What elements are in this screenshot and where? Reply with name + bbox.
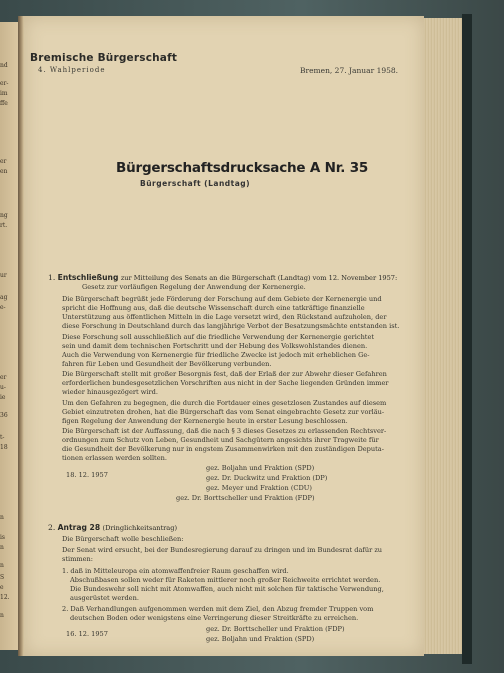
prev-page-fragment: 36 xyxy=(0,412,8,419)
section-1-line: Die Bürgerschaft stellt mit großer Besorgnis fest, daß der Erlaß der zur Abwehr dieser Gefahren xyxy=(62,370,387,378)
section-2-line: deutschen Boden oder wenigstens eine Verringerung dieser Streitkräfte zu erreichen. xyxy=(70,614,359,622)
section-1-heading xyxy=(48,273,397,282)
section-1-line: Gesetz zur vorläufigen Regelung der Anwendung der Kernenergie. xyxy=(82,283,306,291)
section-2-heading-rest: (Dringlichkeitsantrag) xyxy=(102,524,178,532)
prev-page-fragment: u- xyxy=(0,384,6,391)
section-1-title: Entschließung xyxy=(57,273,119,282)
section-1-line: Um den Gefahren zu begegnen, die durch die Fortdauer eines gesetzlosen Zustandes auf diesem xyxy=(62,399,387,407)
section-1-heading-rest: zur Mitteilung des Senats an die Bürgerschaft (Landtag) vom 12. November 1957: xyxy=(120,274,398,282)
section-1-line: Die Bürgerschaft begrüßt jede Förderung der Forschung auf dem Gebiete der Kernenergie und xyxy=(62,295,382,303)
prev-page-fragment: e- xyxy=(0,304,6,311)
signature-line: gez. Meyer und Fraktion (CDU) xyxy=(206,484,312,492)
organization-name: Bremische Bürgerschaft xyxy=(30,52,178,64)
section-2-line: 2. Daß Verhandlungen aufgenommen werden mit dem Ziel, den Abzug fremder Truppen vom xyxy=(62,605,374,613)
prev-page-fragment: S xyxy=(0,574,5,581)
section-1-line: Gebiet einzutreten drohen, hat die Bürgerschaft das vom Senat eingebrachte Gesetz zur vorläu- xyxy=(62,408,385,416)
prev-page-fragment: n xyxy=(0,612,4,619)
section-1-line: Diese Forschung soll ausschließlich auf die friedliche Verwendung der Kernenergie gerichtet xyxy=(62,333,375,341)
section-2-line: Abschußbasen sollen weder für Raketen mittlerer noch großer Reichweite errichtet werden. xyxy=(70,576,381,584)
section-2-number: 2. xyxy=(48,523,56,532)
signature-line: gez. Boljahn und Fraktion (SPD) xyxy=(206,464,315,472)
page-stack-edge xyxy=(424,18,462,654)
book-cover-edge xyxy=(462,14,472,664)
prev-page-fragment: 18 xyxy=(0,444,8,451)
signature-line: gez. Dr. Borttscheller und Fraktion (FDP) xyxy=(206,625,345,633)
section-2-title: Antrag 28 xyxy=(57,523,101,532)
signature-line: gez. Boljahn und Fraktion (SPD) xyxy=(206,635,315,643)
section-1-line: sein und damit dem technischen Fortschritt und der Hebung des Volkswohlstandes dienen. xyxy=(62,342,368,350)
prev-page-fragment: er xyxy=(0,158,7,165)
previous-page-strip xyxy=(0,22,20,650)
legislative-period: 4. Wahlperiode xyxy=(38,66,106,74)
document-subtitle: Bürgerschaft (Landtag) xyxy=(140,179,251,188)
section-1-date: 18. 12. 1957 xyxy=(66,471,108,479)
prev-page-fragment: ng xyxy=(0,212,8,219)
prev-page-fragment: n xyxy=(0,562,4,569)
section-1-line: Auch die Verwendung von Kernenergie für friedliche Zwecke ist jedoch mit erheblichen Ge- xyxy=(62,351,370,359)
prev-page-fragment: ie xyxy=(0,394,6,401)
prev-page-fragment: e xyxy=(0,584,4,591)
section-1-line: Unterstützung aus öffentlichen Mitteln in die Lage versetzt wird, den Rückstand aufzuholen, der xyxy=(62,313,387,321)
prev-page-fragment: ffe xyxy=(0,100,8,107)
section-2-line: Die Bürgerschaft wolle beschließen: xyxy=(62,535,184,543)
prev-page-fragment: 12. xyxy=(0,594,10,601)
section-1-line: die Gesundheit der Bevölkerung nur in engstem Zusammenwirken mit den zuständigen Deputa- xyxy=(62,445,384,453)
prev-page-fragment: ur xyxy=(0,272,7,279)
prev-page-fragment: is xyxy=(0,534,5,541)
signature-line: gez. Dr. Duckwitz und Fraktion (DP) xyxy=(206,474,328,482)
prev-page-fragment: rt. xyxy=(0,222,8,229)
section-1-line: diese Forschung in Deutschland durch das langjährige Verbot der Besatzungsmächte entstanden ist. xyxy=(62,322,400,330)
prev-page-fragment: nd xyxy=(0,62,8,69)
section-1-line: fahren für Leben und Gesundheit der Bevölkerung verbunden. xyxy=(62,360,272,368)
section-2-line: Die Bundeswehr soll nicht mit Atomwaffen, auch nicht mit solchen für taktische Verwendung, xyxy=(70,585,384,593)
section-2-line: 1. daß in Mitteleuropa ein atomwaffenfreier Raum geschaffen wird. xyxy=(62,567,289,575)
document-date: Bremen, 27. Januar 1958. xyxy=(300,66,399,75)
section-1-line: spricht die Hoffnung aus, daß die deutsche Wissenschaft durch eine tatkräftige finanzielle xyxy=(62,304,365,312)
section-1-line: Die Bürgerschaft ist der Auffassung, daß die nach § 3 dieses Gesetzes zu erlassenden Rechtsver- xyxy=(62,427,387,435)
section-1-line: figen Regelung der Anwendung der Kernenergie heute in erster Lesung beschlossen. xyxy=(62,417,348,425)
document-page xyxy=(24,16,424,656)
prev-page-fragment: ag xyxy=(0,294,8,301)
prev-page-fragment: im xyxy=(0,90,8,97)
section-2-heading xyxy=(48,523,177,532)
prev-page-fragment: t- xyxy=(0,434,5,441)
section-2-line: Der Senat wird ersucht, bei der Bundesregierung darauf zu dringen und im Bundesrat dafür zu xyxy=(62,546,383,554)
prev-page-fragment: n xyxy=(0,544,4,551)
prev-page-fragment: er- xyxy=(0,80,9,87)
section-1-line: wieder hinausgezögert wird. xyxy=(62,388,158,396)
section-2-date: 16. 12. 1957 xyxy=(66,630,108,638)
signature-line: gez. Dr. Borttscheller und Fraktion (FDP) xyxy=(176,494,315,502)
section-1-number: 1. xyxy=(48,273,56,282)
prev-page-fragment: en xyxy=(0,168,8,175)
prev-page-fragment: er xyxy=(0,374,7,381)
section-1-line: ordnungen zum Schutz von Leben, Gesundheit und Sachgütern angesichts ihrer Tragweite für xyxy=(62,436,379,444)
document-title: Bürgerschaftsdrucksache A Nr. 35 xyxy=(116,160,369,176)
section-1-line: tionen erlassen werden sollten. xyxy=(62,454,167,462)
section-2-line: stimmen: xyxy=(62,555,94,563)
section-1-line: erforderlichen bundesgesetzlichen Vorschriften aus nicht in der Sache liegenden Gründen immer xyxy=(62,379,389,387)
prev-page-fragment: n xyxy=(0,514,4,521)
section-2-line: ausgerüstet werden. xyxy=(70,594,139,602)
